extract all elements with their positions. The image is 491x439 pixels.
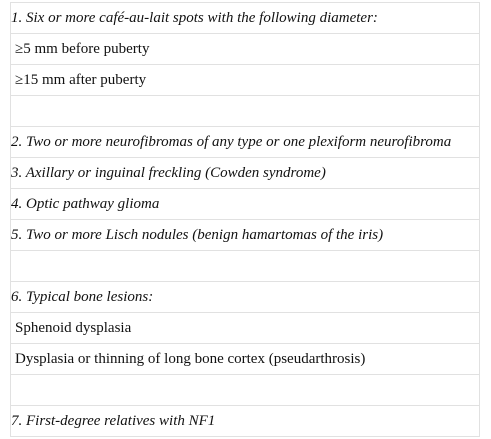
criterion-subrow-6b <box>10 344 480 375</box>
blank-row <box>10 375 480 406</box>
blank-row <box>10 251 480 282</box>
criterion-row-1 <box>10 3 480 34</box>
criterion-subrow-1a <box>10 34 480 65</box>
criterion-text: Dysplasia or thinning of long bone cortex (pseudarthrosis) <box>15 350 366 367</box>
criteria-table <box>10 2 480 437</box>
criterion-subrow-6a <box>10 313 480 344</box>
criterion-text: ≥5 mm before puberty <box>15 40 150 57</box>
criterion-text: Sphenoid dysplasia <box>15 319 132 336</box>
criterion-text: 7. First-degree relatives with NF1 <box>11 412 216 429</box>
criterion-row-5 <box>10 220 480 251</box>
criterion-text: 5. Two or more Lisch nodules (benign hamartomas of the iris) <box>11 226 384 243</box>
criterion-text: ≥15 mm after puberty <box>15 71 147 88</box>
criterion-row-2 <box>10 127 480 158</box>
criterion-text: 3. Axillary or inguinal freckling (Cowden syndrome) <box>11 164 326 181</box>
criterion-row-6 <box>10 282 480 313</box>
criterion-row-7 <box>10 406 480 437</box>
criterion-row-4 <box>10 189 480 220</box>
criterion-row-3 <box>10 158 480 189</box>
criterion-subrow-1b <box>10 65 480 96</box>
criterion-text: 6. Typical bone lesions: <box>11 288 154 305</box>
criterion-text: 1. Six or more café-au-lait spots with the following diameter: <box>11 9 378 26</box>
criterion-text: 2. Two or more neurofibromas of any type or one plexiform neurofibroma <box>11 133 452 150</box>
criterion-text: 4. Optic pathway glioma <box>11 195 160 212</box>
blank-row <box>10 96 480 127</box>
